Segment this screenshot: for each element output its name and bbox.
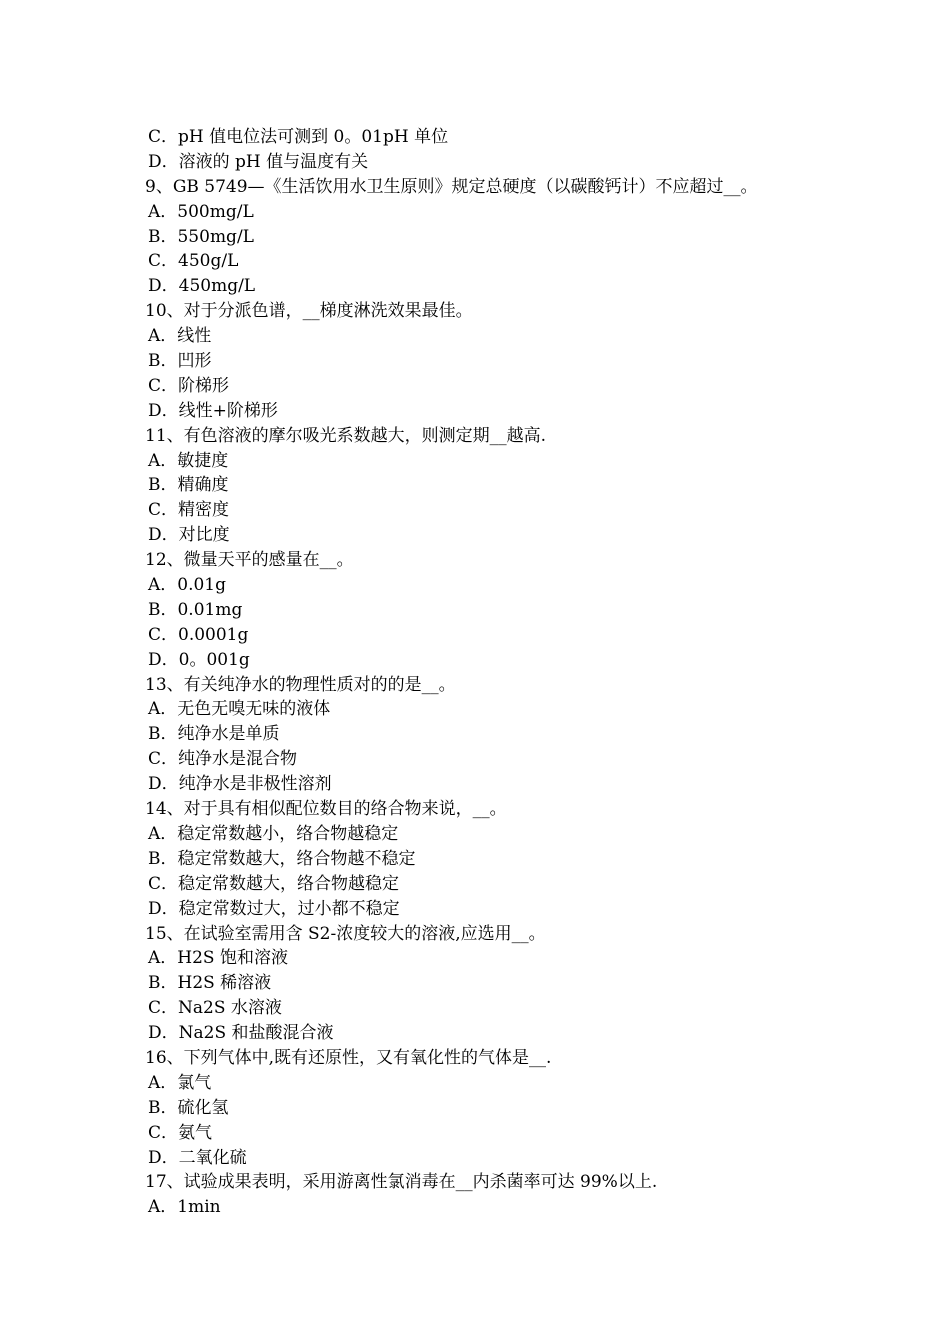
answer-option: C．氨气 [148,1122,213,1143]
answer-option: A．线性 [148,326,212,347]
question-text: 12、微量天平的感量在__。 [145,550,354,571]
answer-option: A．H2S 饱和溶液 [148,948,288,969]
answer-option: B．精确度 [148,475,229,496]
answer-option: B．凹形 [148,351,212,372]
question-text: 15、在试验室需用含 S2-浓度较大的溶液,应选用__。 [145,923,546,944]
answer-option: C．稳定常数越大，络合物越稳定 [148,873,400,894]
answer-option: A．稳定常数越小，络合物越稳定 [148,823,399,844]
answer-option: B．H2S 稀溶液 [148,973,272,994]
answer-option: D．二氧化硫 [148,1147,247,1168]
answer-option: C．Na2S 水溶液 [148,998,282,1019]
answer-option: B．0.01mg [148,599,243,620]
question-text: 17、试验成果表明，采用游离性氯消毒在__内杀菌率可达 99%以上. [145,1172,658,1193]
answer-option: D．450mg/L [148,276,256,297]
answer-option: A．500mg/L [148,201,254,222]
answer-option: C．阶梯形 [148,375,230,396]
answer-option: B．550mg/L [148,226,254,247]
answer-option: C．0.0001g [148,624,249,645]
answer-option: A．敏捷度 [148,450,229,471]
answer-option: D．纯净水是非极性溶剂 [148,774,332,795]
answer-option: A．氯气 [148,1072,212,1093]
answer-option: D．Na2S 和盐酸混合液 [148,1023,334,1044]
question-list [0,125,950,1220]
answer-option: A．1min [148,1197,221,1218]
answer-option: D．对比度 [148,525,230,546]
answer-option: D．稳定常数过大，过小都不稳定 [148,898,400,919]
question-text: 13、有关纯净水的物理性质对的的是__。 [145,674,456,695]
answer-option: B．稳定常数越大，络合物越不稳定 [148,848,416,869]
question-text: 11、有色溶液的摩尔吸光系数越大，则测定期__越高. [145,425,547,446]
answer-option: D．0。001g [148,649,250,670]
answer-option: C．纯净水是混合物 [148,749,298,770]
answer-option: D．线性+阶梯形 [148,400,278,421]
answer-option: C．450g/L [148,251,239,272]
question-text: 16、下列气体中,既有还原性，又有氧化性的气体是__. [145,1047,552,1068]
answer-option: D．溶液的 pH 值与温度有关 [148,151,369,172]
answer-option: C．pH 值电位法可测到 0。01pH 单位 [148,127,449,147]
answer-option: A．0.01g [148,575,227,596]
question-text: 9、GB 5749—《生活饮用水卫生原则》规定总硬度（以碳酸钙计）不应超过__。 [145,176,758,197]
question-text: 14、对于具有相似配位数目的络合物来说，__。 [145,799,507,820]
answer-option: B．纯净水是单质 [148,724,280,745]
answer-option: B．硫化氢 [148,1097,229,1118]
answer-option: C．精密度 [148,500,230,521]
question-text: 10、对于分派色谱，__梯度淋洗效果最佳。 [145,301,473,322]
answer-option: A．无色无嗅无味的液体 [148,699,331,720]
